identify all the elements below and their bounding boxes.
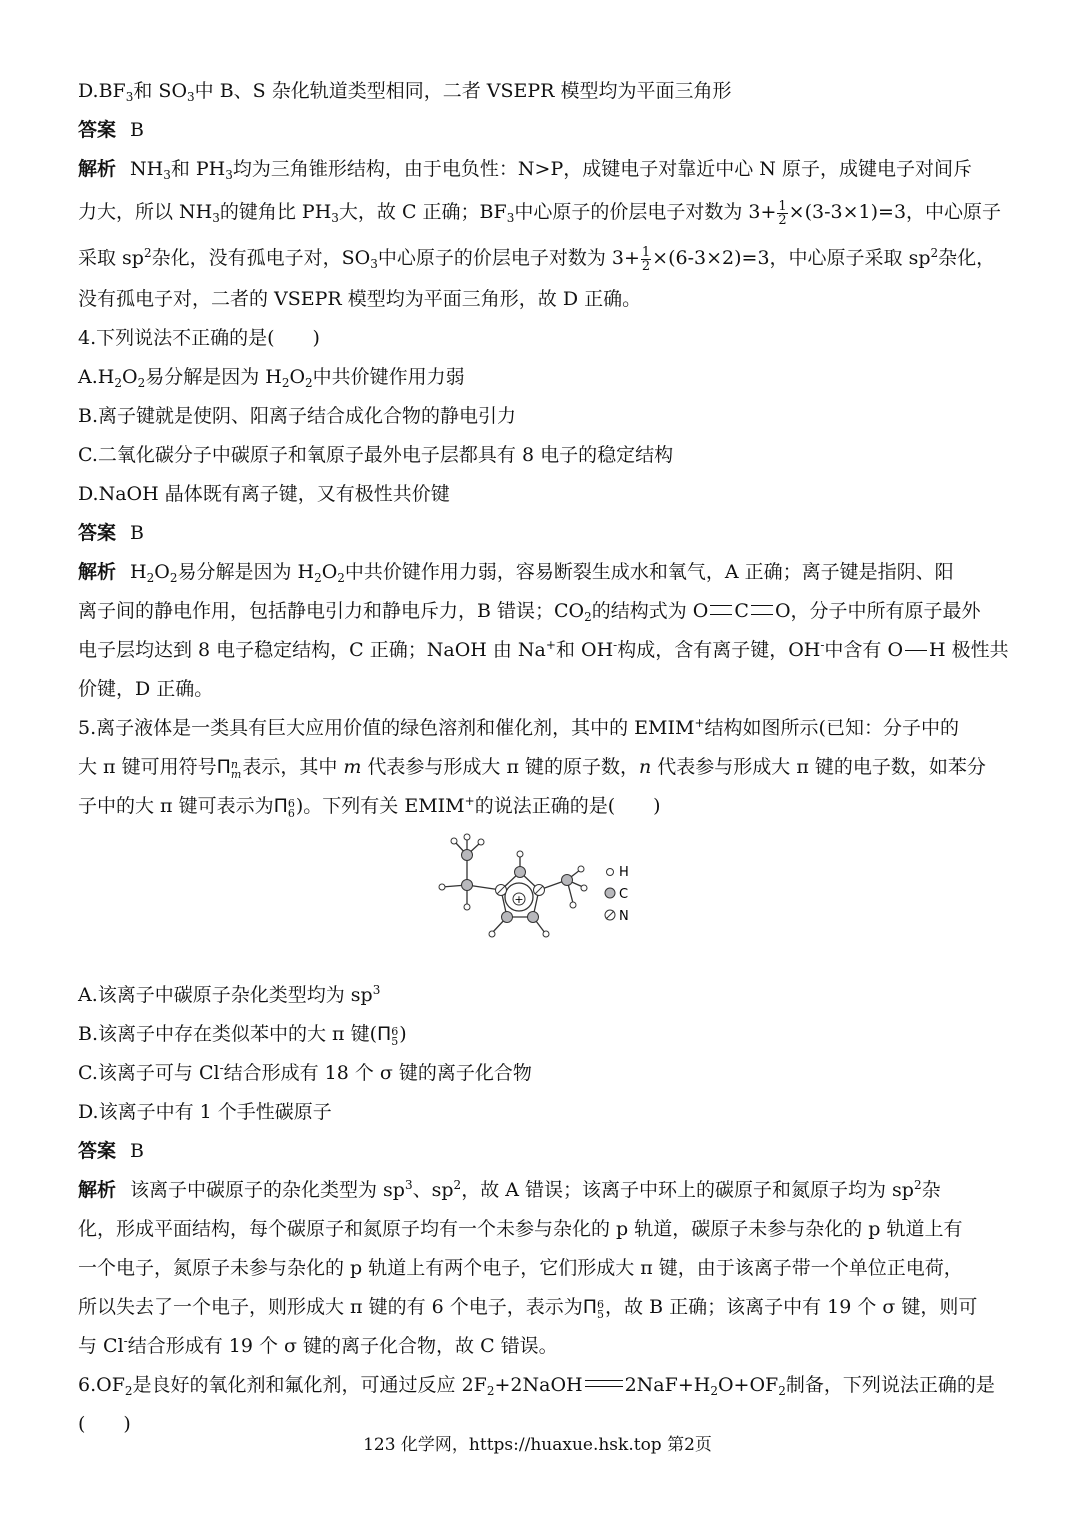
analysis-label: 解析 (78, 158, 117, 180)
q5-analysis-line-4: 所以失去了一个电子，则形成大 π 键的有 6 个电子，表示为Π 6 5 ，故 B 正确；该离子中有 19 个 σ 键，则可 (78, 1296, 978, 1321)
legend-h: H (619, 865, 629, 880)
answer-value: B (130, 1140, 144, 1162)
answer-label: 答案 (78, 119, 117, 141)
q5-option-b: B.该离子中存在类似苯中的大 π 键(Π 6 5 ) (78, 1023, 407, 1048)
q3-answer (78, 111, 998, 150)
q5-analysis-line-3: 一个电子，氮原子未参与杂化的 p 轨道上有两个电子，它们形成大 π 键，由于该离子带一个单位正电荷， (78, 1257, 963, 1279)
q4-analysis-line-1: 解析 $H_2O_2$易分解是因为 $H_2O_2$中共价键作用力弱，容易断裂生成水和氧气，A 正确；离子键是指阴、阳 (78, 561, 954, 585)
q4-option-c: C.二氧化碳分子中碳原子和氧原子最外电子层都具有 8 电子的稳定结构 (78, 444, 674, 466)
legend-c: C (619, 887, 629, 902)
q4-option-d: D.NaOH 晶体既有离子键，又有极性共价键 (78, 483, 450, 505)
q5-analysis-line-5: 与 Cl-结合形成有 19 个 σ 键的离子化合物，故 C 错误。 (78, 1334, 558, 1357)
q4-analysis-line-4: 价键，D 正确。 (78, 678, 214, 700)
q4-stem: 4.下列说法不正确的是( ) (78, 327, 320, 349)
answer-value: B (130, 522, 144, 544)
q5-option-c: C.该离子可与 Cl-结合形成有 18 个 σ 键的离子化合物 (78, 1061, 532, 1084)
legend-n: N (619, 909, 629, 924)
charge-label: + (514, 893, 524, 906)
q5-stem-line-3: 子中的大 π 键可表示为Π 6 6 )。下列有关 EMIM+的说法正确的是( ) (78, 794, 661, 820)
q6-stem-line-2: ( ) (78, 1413, 131, 1435)
q5-analysis-line-1: 解析 该离子中碳原子的杂化类型为 $sp^3$、$sp^2$，故 A 错误；该离子中环上的碳原子和氮原子均为 $sp^2$杂 (78, 1178, 941, 1201)
q3-analysis-line-1: 解析 $NH_3$和 $PH_3$均为三角锥形结构，由于电负性：N>P，成键电子对靠近中心 N 原子，成键电子对间斥 (78, 158, 972, 182)
q5-option-d: D.该离子中有 1 个手性碳原子 (78, 1101, 332, 1123)
q6-stem-line-1: $6.OF_2$是良好的氧化剂和氟化剂，可通过反应 $2F_2+2NaOH$ $2NaF+H_2O+OF_2$制备，下列说法正确的是 (78, 1374, 995, 1398)
q3-option-d: $D.BF_3$和 $SO_3$中 B、S 杂化轨道类型相同，二者 VSEPR 模型均为平面三角形 (78, 80, 732, 104)
q4-answer (78, 514, 998, 553)
q5-answer (78, 1132, 998, 1171)
q4-analysis-line-2: 离子间的静电作用，包括静电引力和静电斥力，B 错误；$CO_2$的结构式为 O C O，分子中所有原子最外 (78, 600, 981, 624)
analysis-label: 解析 (78, 561, 117, 583)
q5-analysis-line-2: 化，形成平面结构，每个碳原子和氮原子均有一个未参与杂化的 p 轨道，碳原子未参与杂化的 p 轨道上有 (78, 1218, 963, 1240)
q5-option-a: A.该离子中碳原子杂化类型均为 $sp^3$ (78, 983, 381, 1006)
q4-analysis-line-3: 电子层均达到 8 电子稳定结构，C 正确；NaOH 由 Na+和 OH-构成，含有离子键，OH-中含有 O H 极性共 (78, 638, 1009, 661)
q4-option-a: $A.H_2O_2$易分解是因为 $H_2O_2$中共价键作用力弱 (78, 366, 465, 390)
hydrogen-legend-icon (607, 869, 614, 876)
fraction-one-half: $\frac{1}{2}$ (641, 244, 651, 274)
q5-stem-line-1: 5.离子液体是一类具有巨大应用价值的绿色溶剂和催化剂，其中的 EMIM+结构如图所示(已知：分子中的 (78, 716, 959, 739)
figure-legend (605, 865, 629, 924)
carbon-legend-icon (605, 888, 615, 898)
emim-structure-figure (430, 825, 650, 950)
q3-analysis-line-4: 没有孤电子对，二者的 VSEPR 模型均为平面三角形，故 D 正确。 (78, 288, 642, 310)
page-content (78, 72, 1009, 1444)
q3-analysis-line-3: 采取 $sp^2$杂化，没有孤电子对，$SO_3$中心原子的价层电子对数为 3+ $\frac{1}{2}$ ×(6-3×2)=3，中心原子采取 $sp^2$杂化， (78, 244, 996, 274)
fraction-one-half: $\frac{1}{2}$ (778, 198, 787, 228)
analysis-label: 解析 (78, 1179, 117, 1201)
answer-label: 答案 (78, 1140, 117, 1162)
q4-option-b: B.离子键就是使阴、阳离子结合成化合物的静电引力 (78, 405, 517, 427)
q3-analysis-line-2: 力大，所以 $NH_3$的键角比 $PH_3$大，故 C 正确；$BF_3$中心原子的价层电子对数为 3+ $\frac{1}{2}$ ×(3-3×1)=3，中心原子 (78, 198, 1002, 228)
answer-value: B (130, 119, 144, 141)
answer-label: 答案 (78, 522, 117, 544)
q5-stem-line-2: 大 π 键可用符号Π n m 表示，其中 m 代表参与形成大 π 键的原子数，n 代表参与形成大 π 键的电子数，如苯分 (78, 756, 986, 781)
page-footer: 123 化学网，https://huaxue.hsk.top 第2页 (363, 1435, 712, 1455)
